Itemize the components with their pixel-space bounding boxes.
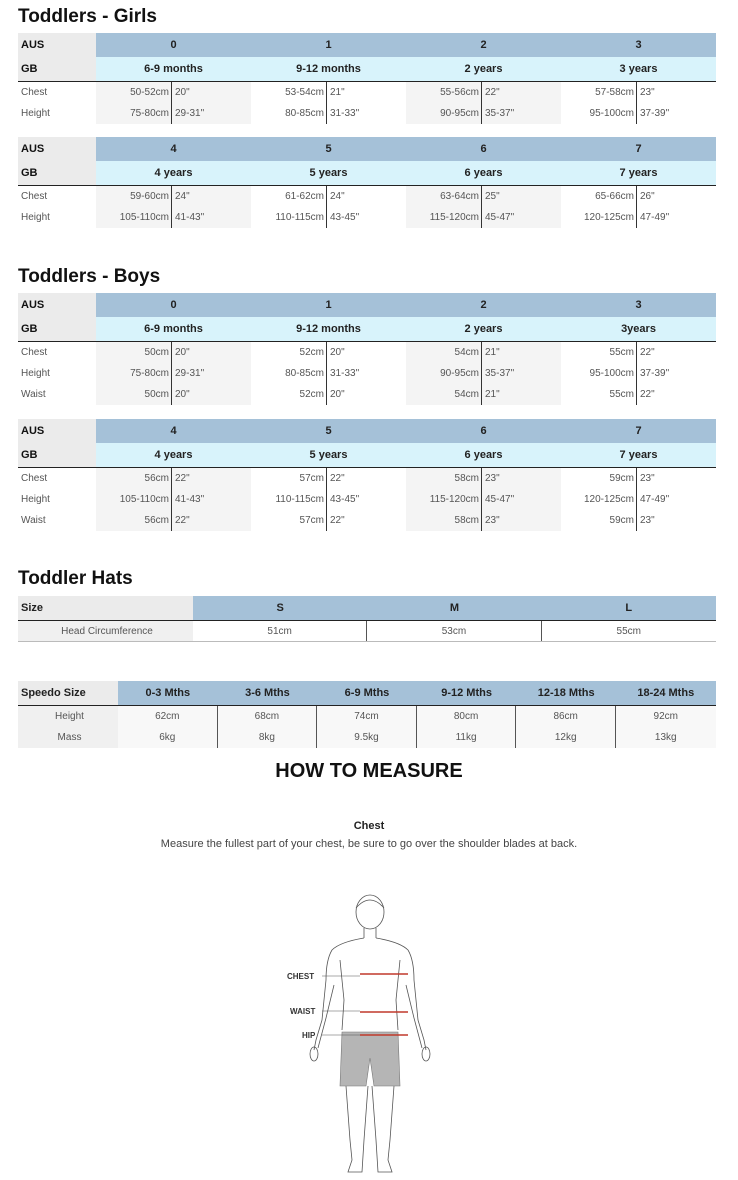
cm-value: 105-110cm [96, 207, 172, 228]
gb-size: 2 years [406, 57, 561, 81]
inch-value: 24" [172, 186, 251, 207]
gb-label: GB [18, 317, 96, 341]
row-label: Height [18, 706, 118, 727]
speedo-value: 9.5kg [317, 727, 417, 748]
table-row [18, 621, 716, 642]
cm-value: 120-125cm [561, 207, 637, 228]
aus-size: 6 [406, 419, 561, 443]
gb-size: 4 years [96, 161, 251, 185]
cm-value: 110-115cm [251, 489, 327, 510]
row-label: Height [21, 108, 50, 119]
cm-value: 59cm [561, 468, 637, 489]
inch-value: 23" [482, 510, 561, 531]
boys-table-1 [18, 293, 716, 405]
inch-value: 22" [482, 82, 561, 103]
inch-value: 21" [482, 342, 561, 363]
aus-label: AUS [18, 293, 96, 317]
cm-value: 75-80cm [96, 363, 172, 384]
aus-label: AUS [18, 419, 96, 443]
inch-value: 41-43" [172, 489, 251, 510]
gb-size: 2 years [406, 317, 561, 341]
table-row [18, 510, 716, 531]
inch-value: 29-31" [172, 103, 251, 124]
aus-size: 2 [406, 293, 561, 317]
gb-size: 5 years [251, 443, 406, 467]
aus-row [18, 33, 716, 57]
cm-value: 55cm [561, 384, 637, 405]
speedo-value: 8kg [218, 727, 318, 748]
aus-label: AUS [18, 33, 96, 57]
aus-row [18, 419, 716, 443]
cm-value: 95-100cm [561, 363, 637, 384]
boys-table-2 [18, 419, 716, 531]
cm-value: 115-120cm [406, 489, 482, 510]
speedo-value: 13kg [616, 727, 716, 748]
aus-size: 7 [561, 419, 716, 443]
speedo-size: 6-9 Mths [317, 681, 417, 705]
gb-size: 9-12 months [251, 317, 406, 341]
cm-value: 54cm [406, 342, 482, 363]
row-label: Mass [18, 727, 118, 748]
inch-value: 43-45" [327, 489, 406, 510]
inch-value: 21" [327, 82, 406, 103]
gb-label: GB [18, 57, 96, 81]
table-row [18, 186, 716, 207]
inch-value: 31-33" [327, 103, 406, 124]
gb-size: 7 years [561, 161, 716, 185]
inch-value: 22" [172, 468, 251, 489]
gb-size: 7 years [561, 443, 716, 467]
gb-size: 6 years [406, 161, 561, 185]
aus-label: AUS [18, 137, 96, 161]
aus-size: 2 [406, 33, 561, 57]
inch-value: 31-33" [327, 363, 406, 384]
inch-value: 25" [482, 186, 561, 207]
inch-value: 20" [327, 384, 406, 405]
inch-value: 20" [172, 82, 251, 103]
hat-value: 53cm [367, 621, 541, 641]
inch-value: 22" [327, 468, 406, 489]
hat-size: L [542, 596, 716, 620]
inch-value: 37-39" [637, 103, 716, 124]
aus-size: 6 [406, 137, 561, 161]
aus-row [18, 293, 716, 317]
inch-value: 35-37" [482, 363, 561, 384]
inch-value: 22" [637, 342, 716, 363]
inch-value: 37-39" [637, 363, 716, 384]
inch-value: 20" [172, 342, 251, 363]
inch-value: 45-47" [482, 489, 561, 510]
aus-size: 0 [96, 293, 251, 317]
section-title-girls: Toddlers - Girls [18, 6, 158, 27]
inch-value: 23" [637, 468, 716, 489]
gb-size: 6-9 months [96, 317, 251, 341]
gb-size: 3years [561, 317, 716, 341]
cm-value: 58cm [406, 510, 482, 531]
gb-size: 3 years [561, 57, 716, 81]
cm-value: 59cm [561, 510, 637, 531]
cm-value: 57cm [251, 468, 327, 489]
chest-label: CHEST [287, 972, 315, 981]
speedo-value: 11kg [417, 727, 517, 748]
inch-value: 22" [327, 510, 406, 531]
gb-label: GB [18, 443, 96, 467]
speedo-value: 92cm [616, 706, 716, 727]
aus-size: 0 [96, 33, 251, 57]
table-row [18, 342, 716, 363]
speedo-value: 86cm [516, 706, 616, 727]
cm-value: 105-110cm [96, 489, 172, 510]
hat-value: 55cm [616, 625, 641, 637]
speedo-value: 6kg [118, 727, 218, 748]
cm-value: 95-100cm [561, 103, 637, 124]
cm-value: 63-64cm [406, 186, 482, 207]
speedo-value: 80cm [417, 706, 517, 727]
table-row [18, 489, 716, 510]
row-label: Waist [21, 515, 46, 526]
aus-size: 4 [96, 137, 251, 161]
gb-row [18, 57, 716, 82]
girls-table-2 [18, 137, 716, 228]
cm-value: 90-95cm [406, 103, 482, 124]
hip-label: HIP [302, 1031, 316, 1040]
inch-value: 23" [637, 510, 716, 531]
cm-value: 115-120cm [406, 207, 482, 228]
cm-value: 80-85cm [251, 363, 327, 384]
table-row [18, 384, 716, 405]
hat-size: M [367, 596, 541, 620]
speedo-size: 0-3 Mths [118, 681, 218, 705]
speedo-size: 3-6 Mths [218, 681, 318, 705]
cm-value: 65-66cm [561, 186, 637, 207]
gb-size: 6 years [406, 443, 561, 467]
speedo-header-row [18, 681, 716, 706]
inch-value: 35-37" [482, 103, 561, 124]
speedo-value: 74cm [317, 706, 417, 727]
cm-value: 75-80cm [96, 103, 172, 124]
table-row [18, 363, 716, 384]
hats-table [18, 596, 716, 642]
inch-value: 20" [172, 384, 251, 405]
cm-value: 56cm [96, 468, 172, 489]
aus-size: 3 [561, 293, 716, 317]
inch-value: 24" [327, 186, 406, 207]
cm-value: 120-125cm [561, 489, 637, 510]
gb-size: 6-9 months [96, 57, 251, 81]
speedo-header-label: Speedo Size [18, 681, 118, 705]
how-to-measure-heading: HOW TO MEASURE [275, 760, 463, 782]
cm-value: 56cm [96, 510, 172, 531]
inch-value: 41-43" [172, 207, 251, 228]
inch-value: 23" [482, 468, 561, 489]
hats-header-label: Size [18, 596, 193, 620]
aus-row [18, 137, 716, 161]
inch-value: 47-49" [637, 489, 716, 510]
section-title-hats: Toddler Hats [18, 568, 133, 589]
inch-value: 23" [637, 82, 716, 103]
speedo-value: 12kg [516, 727, 616, 748]
gb-row [18, 317, 716, 342]
speedo-size: 9-12 Mths [417, 681, 517, 705]
row-label: Chest [21, 87, 48, 98]
inch-value: 26" [637, 186, 716, 207]
row-label: Height [21, 212, 50, 223]
cm-value: 52cm [251, 384, 327, 405]
row-label: Chest [21, 473, 48, 484]
hat-value: 51cm [193, 621, 367, 641]
gb-size: 5 years [251, 161, 406, 185]
cm-value: 80-85cm [251, 103, 327, 124]
table-row [18, 727, 716, 748]
aus-size: 3 [561, 33, 716, 57]
cm-value: 52cm [251, 342, 327, 363]
aus-size: 4 [96, 419, 251, 443]
speedo-value: 62cm [118, 706, 218, 727]
speedo-value: 68cm [218, 706, 318, 727]
inch-value: 29-31" [172, 363, 251, 384]
inch-value: 22" [172, 510, 251, 531]
gb-row [18, 161, 716, 186]
table-row [18, 468, 716, 489]
waist-label: WAIST [290, 1007, 316, 1016]
aus-size: 5 [251, 137, 406, 161]
cm-value: 58cm [406, 468, 482, 489]
row-label: Waist [21, 389, 46, 400]
inch-value: 43-45" [327, 207, 406, 228]
speedo-size: 18-24 Mths [616, 681, 716, 705]
table-row [18, 82, 716, 103]
cm-value: 61-62cm [251, 186, 327, 207]
gb-size: 9-12 months [251, 57, 406, 81]
girls-table-1 [18, 33, 716, 124]
cm-value: 53-54cm [251, 82, 327, 103]
cm-value: 54cm [406, 384, 482, 405]
row-label: Chest [21, 191, 48, 202]
cm-value: 55cm [561, 342, 637, 363]
speedo-size: 12-18 Mths [516, 681, 616, 705]
inch-value: 22" [637, 384, 716, 405]
measure-description: Measure the fullest part of your chest, be sure to go over the shoulder blades at back. [160, 838, 578, 850]
shorts-shape [340, 1032, 400, 1086]
section-title-boys: Toddlers - Boys [18, 266, 161, 287]
row-label: Chest [21, 347, 48, 358]
cm-value: 55-56cm [406, 82, 482, 103]
row-label: Height [21, 368, 50, 379]
inch-value: 21" [482, 384, 561, 405]
cm-value: 59-60cm [96, 186, 172, 207]
table-row [18, 706, 716, 727]
cm-value: 50cm [96, 384, 172, 405]
aus-size: 5 [251, 419, 406, 443]
inch-value: 20" [327, 342, 406, 363]
inch-value: 47-49" [637, 207, 716, 228]
table-row [18, 103, 716, 124]
cm-value: 50cm [96, 342, 172, 363]
cm-value: 110-115cm [251, 207, 327, 228]
gb-label: GB [18, 161, 96, 185]
gb-row [18, 443, 716, 468]
cm-value: 50-52cm [96, 82, 172, 103]
aus-size: 7 [561, 137, 716, 161]
cm-value: 90-95cm [406, 363, 482, 384]
row-label: Head Circumference [18, 621, 193, 641]
body-measure-figure [270, 890, 470, 1180]
measure-title: Chest [353, 820, 385, 832]
cm-value: 57-58cm [561, 82, 637, 103]
hats-header-row [18, 596, 716, 621]
table-row [18, 207, 716, 228]
inch-value: 45-47" [482, 207, 561, 228]
cm-value: 57cm [251, 510, 327, 531]
speedo-table [18, 681, 716, 748]
aus-size: 1 [251, 293, 406, 317]
aus-size: 1 [251, 33, 406, 57]
row-label: Height [21, 494, 50, 505]
hat-size: S [193, 596, 367, 620]
gb-size: 4 years [96, 443, 251, 467]
